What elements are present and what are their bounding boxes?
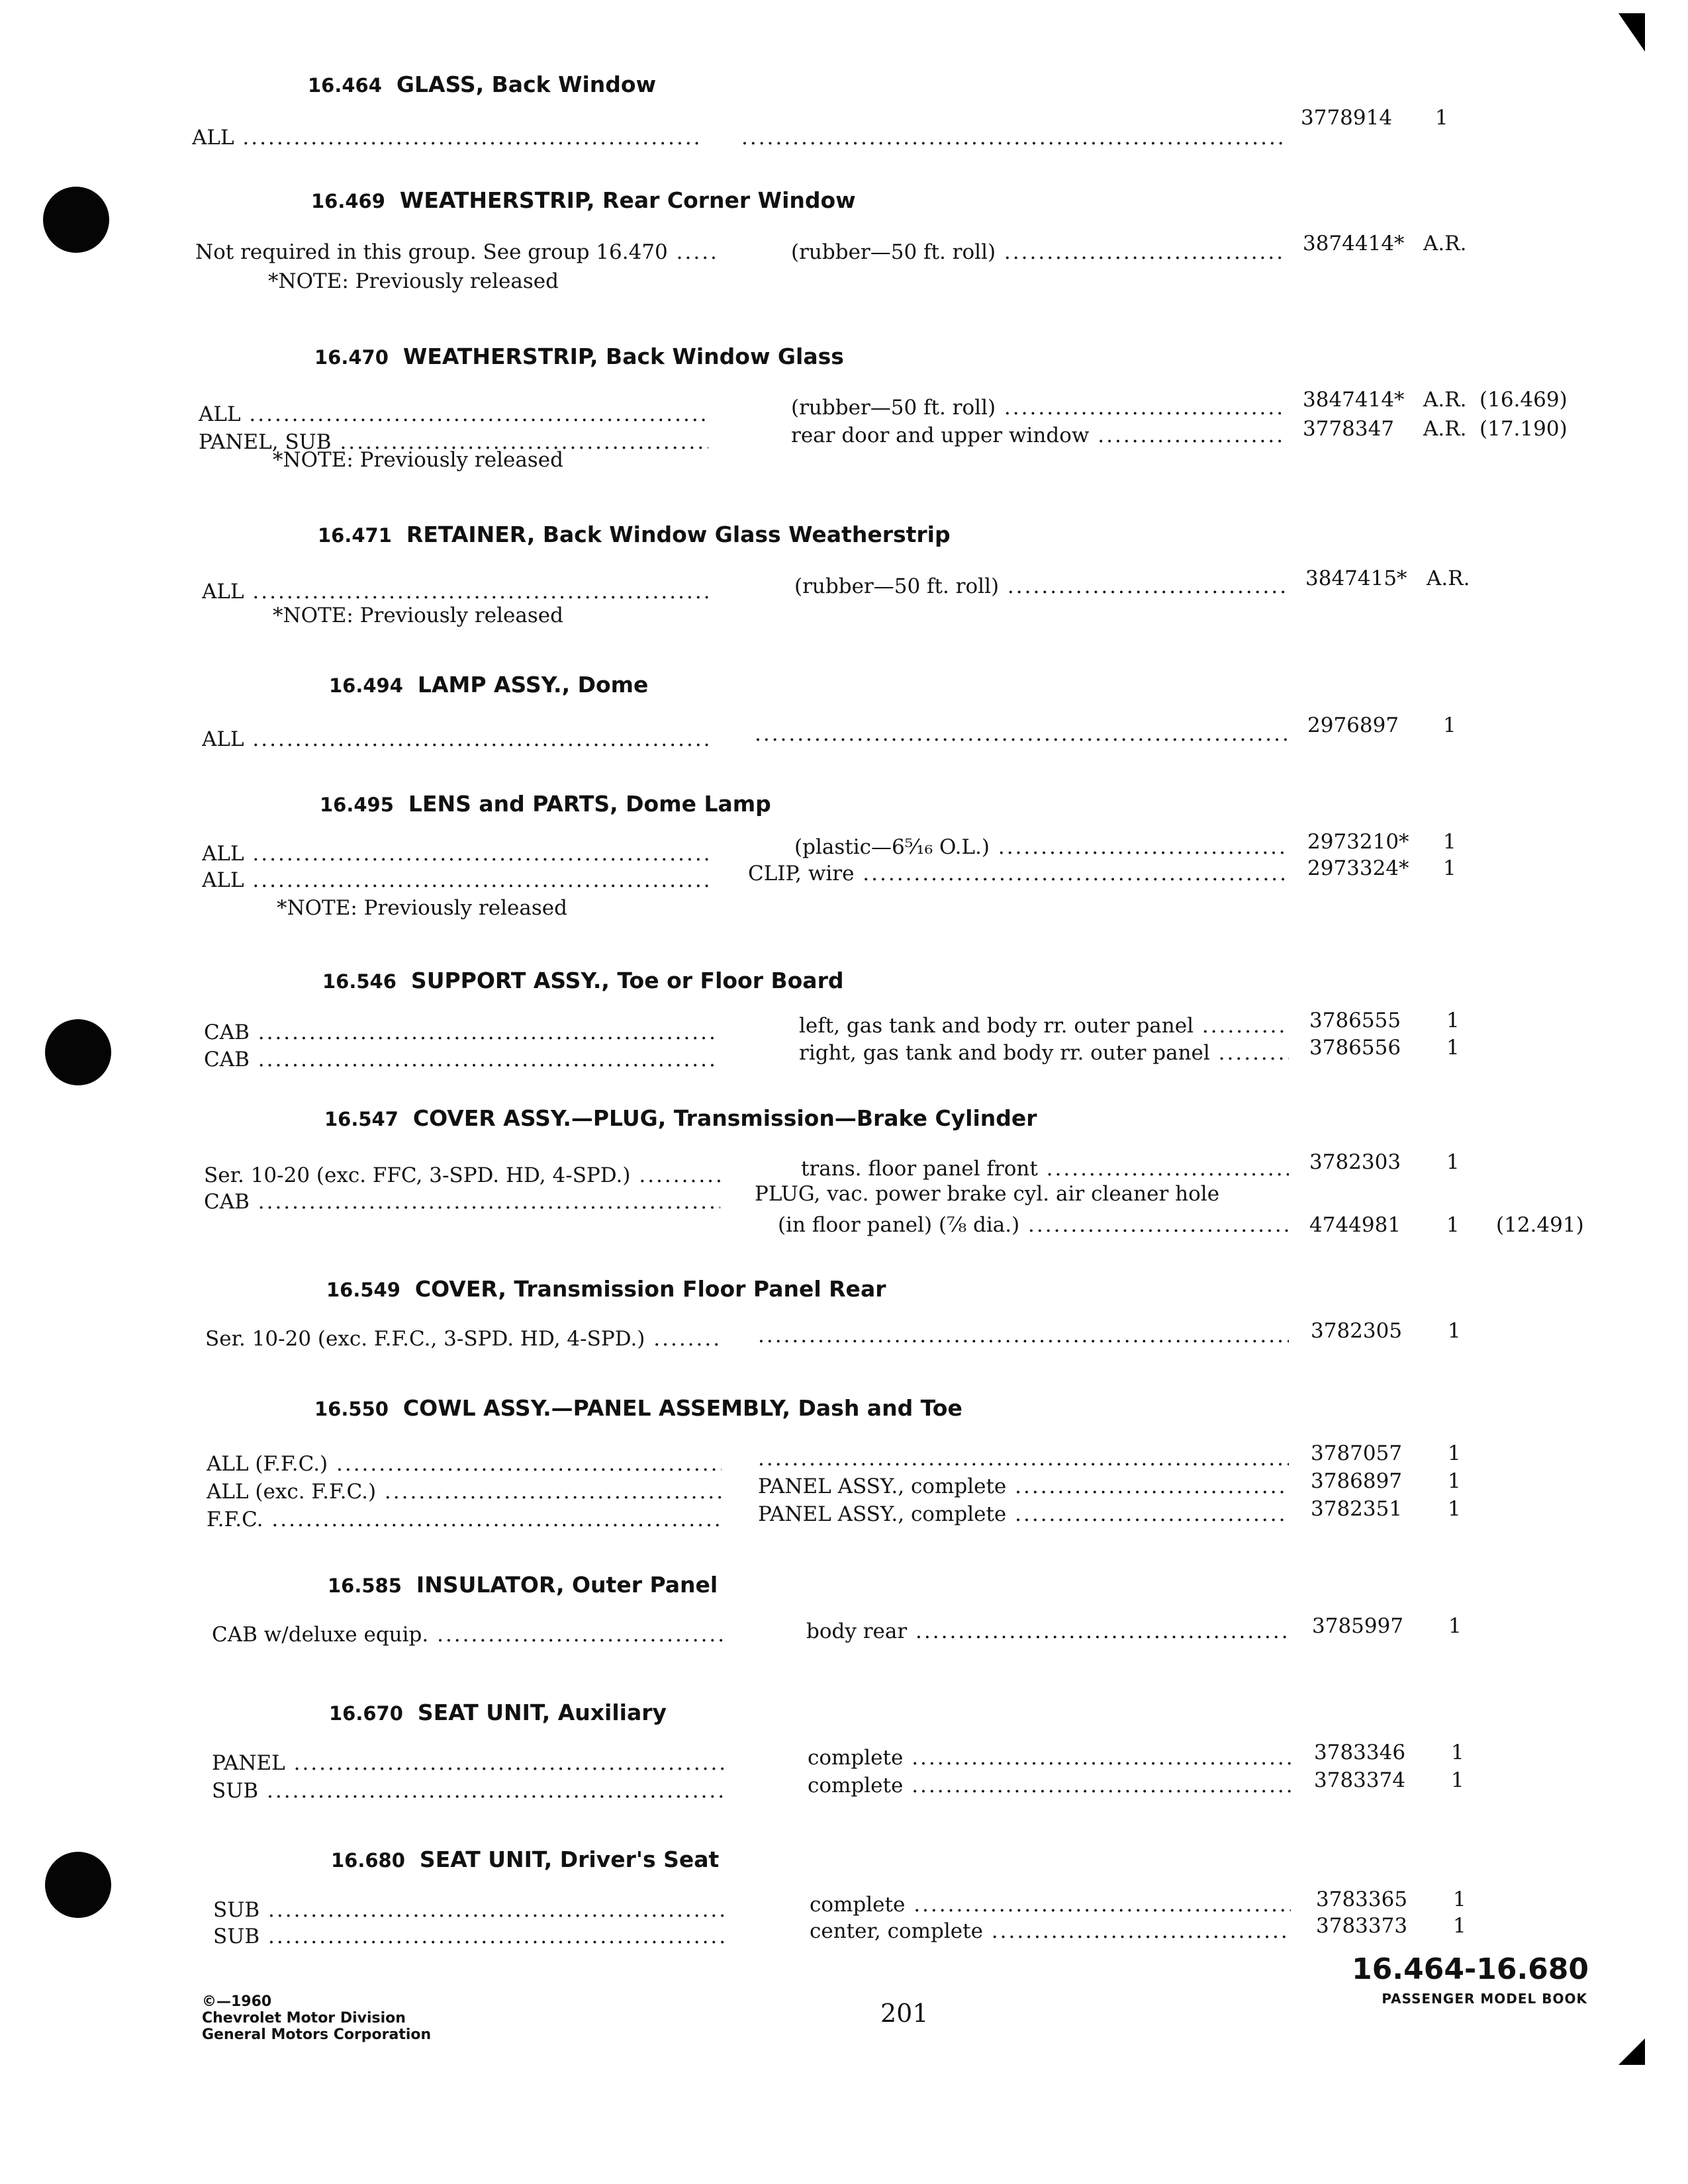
- description: (rubber—50 ft. roll) .....: [791, 240, 1284, 264]
- section-heading: [314, 1395, 962, 1421]
- leader-dots: [755, 722, 1288, 746]
- quantity: A.R.: [1423, 417, 1467, 441]
- group-title: SEAT UNIT, Driver's Seat: [419, 1846, 720, 1872]
- application: CAB w/deluxe equip. .....: [212, 1623, 725, 1647]
- leader-dots: [758, 1324, 1289, 1347]
- quantity: 1: [1446, 1150, 1460, 1174]
- part-number: 3874414*: [1303, 232, 1405, 255]
- description: (in floor panel) (⅞ dia.) .....: [778, 1213, 1289, 1237]
- parts-row: [0, 232, 1688, 267]
- group-number: 16.550: [314, 1398, 389, 1420]
- group-title: INSULATOR, Outer Panel: [416, 1572, 718, 1598]
- section-heading: [329, 672, 648, 698]
- application: ALL .....: [202, 842, 712, 866]
- description: (rubber—50 ft. roll) .....: [794, 574, 1288, 598]
- description: CLIP, wire .....: [748, 862, 1288, 886]
- quantity: 1: [1446, 1213, 1460, 1237]
- group-title: COWL ASSY.—PANEL ASSEMBLY, Dash and Toe: [402, 1395, 962, 1421]
- group-number: 16.549: [326, 1279, 400, 1301]
- group-number: 16.471: [318, 524, 392, 547]
- corner-mark-top-right: [1618, 13, 1648, 53]
- part-number: 3785997: [1312, 1614, 1404, 1638]
- group-title: SEAT UNIT, Auxiliary: [417, 1700, 667, 1725]
- group-range: 16.464-16.680: [1352, 1952, 1589, 1986]
- group-number: 16.547: [324, 1108, 399, 1130]
- corporation-name: General Motors Corporation: [202, 2026, 432, 2043]
- application: ALL .....: [202, 580, 712, 604]
- group-number: 16.585: [328, 1574, 402, 1597]
- quantity: 1: [1451, 1768, 1464, 1792]
- parts-row: [0, 1009, 1688, 1044]
- part-number: 2973324*: [1307, 856, 1409, 880]
- description: left, gas tank and body rr. outer panel .....: [799, 1014, 1289, 1038]
- group-number: 16.464: [308, 74, 382, 97]
- group-title: RETAINER, Back Window Glass Weatherstrip: [406, 522, 951, 547]
- section-heading: [329, 1700, 667, 1725]
- parts-row: [0, 106, 1688, 152]
- quantity: 1: [1448, 1319, 1461, 1343]
- page-number: 201: [880, 1999, 929, 2028]
- application: SUB .....: [213, 1925, 725, 1948]
- parts-row: [0, 1319, 1688, 1351]
- description: (plastic—6⁵⁄₁₆ O.L.) .....: [794, 835, 1288, 859]
- parts-row: [0, 1469, 1688, 1504]
- application: PANEL .....: [212, 1751, 725, 1775]
- quantity: 1: [1443, 856, 1456, 880]
- group-title: LENS and PARTS, Dome Lamp: [408, 791, 771, 817]
- section-heading: [311, 187, 856, 213]
- group-number: 16.680: [331, 1849, 405, 1872]
- description: complete .....: [808, 1746, 1291, 1770]
- application: ALL .....: [202, 727, 712, 751]
- parts-row: [0, 1150, 1688, 1187]
- quantity: 1: [1435, 106, 1448, 130]
- description: trans. floor panel front .....: [801, 1157, 1289, 1181]
- section-heading: [318, 522, 951, 547]
- part-number: 3778914: [1301, 106, 1393, 130]
- section-heading: [314, 343, 844, 369]
- description: PANEL ASSY., complete .....: [758, 1475, 1289, 1498]
- application: CAB .....: [204, 1190, 720, 1214]
- group-title: WEATHERSTRIP, Rear Corner Window: [399, 187, 856, 213]
- section-heading: [308, 71, 656, 97]
- part-number: 3786556: [1309, 1036, 1401, 1060]
- reference-group: (17.190): [1479, 417, 1568, 441]
- application: ALL .....: [192, 126, 702, 150]
- parts-row: [0, 856, 1688, 892]
- parts-row: [0, 713, 1688, 751]
- section-heading: [322, 968, 843, 993]
- quantity: 1: [1453, 1888, 1466, 1911]
- note: *NOTE: Previously released: [273, 604, 563, 627]
- section-heading: [328, 1572, 718, 1598]
- quantity: 1: [1446, 1036, 1460, 1060]
- copyright-block: [202, 1993, 431, 2043]
- application: PANEL, SUB .....: [199, 430, 708, 454]
- group-title: LAMP ASSY., Dome: [417, 672, 649, 698]
- copyright: ©—1960: [202, 1993, 272, 2010]
- part-number: 3783365: [1316, 1888, 1408, 1911]
- company-name: Chevrolet Motor Division: [202, 2010, 406, 2026]
- group-number: 16.495: [320, 794, 394, 816]
- parts-row: [0, 1036, 1688, 1071]
- leader-dots: [741, 126, 1284, 150]
- part-number: 3783374: [1314, 1768, 1406, 1792]
- description: rear door and upper window .....: [791, 424, 1284, 447]
- part-number: 3782305: [1311, 1319, 1403, 1343]
- application: F.F.C. .....: [207, 1508, 722, 1531]
- corner-mark-bottom-right: [1618, 2038, 1648, 2068]
- parts-row: [0, 1441, 1688, 1476]
- quantity: 1: [1448, 1497, 1461, 1521]
- quantity: 1: [1443, 713, 1456, 737]
- description: complete .....: [808, 1774, 1291, 1797]
- quantity: 1: [1448, 1614, 1462, 1638]
- parts-row: [0, 1497, 1688, 1531]
- parts-row: [0, 1914, 1688, 1948]
- parts-row: [0, 417, 1688, 454]
- description: PANEL ASSY., complete .....: [758, 1502, 1289, 1526]
- section-heading: [320, 791, 771, 817]
- note: *NOTE: Previously released: [277, 896, 567, 920]
- group-title: SUPPORT ASSY., Toe or Floor Board: [410, 968, 844, 993]
- part-number: 3782351: [1311, 1497, 1403, 1521]
- group-number: 16.470: [314, 346, 389, 369]
- application: CAB .....: [204, 1021, 717, 1044]
- parts-row: [0, 1214, 1688, 1241]
- quantity: 1: [1453, 1914, 1466, 1938]
- parts-row: [0, 1182, 1688, 1214]
- group-number: 16.469: [311, 190, 385, 212]
- quantity: 1: [1448, 1441, 1461, 1465]
- quantity: 1: [1443, 830, 1456, 854]
- section-heading: [326, 1276, 886, 1302]
- quantity: 1: [1446, 1009, 1460, 1032]
- application: Ser. 10-20 (exc. F.F.C., 3-SPD. HD, 4-SPD.) .....: [205, 1327, 722, 1351]
- parts-row: [0, 1614, 1688, 1647]
- section-heading: [331, 1846, 719, 1872]
- part-number: 3782303: [1309, 1150, 1401, 1174]
- part-number: 3786897: [1311, 1469, 1403, 1493]
- part-number: 3847414*: [1303, 388, 1405, 412]
- parts-row: [0, 1768, 1688, 1803]
- group-title: COVER, Transmission Floor Panel Rear: [414, 1276, 886, 1302]
- part-number: 3786555: [1309, 1009, 1401, 1032]
- section-heading: [324, 1105, 1037, 1131]
- group-title: GLASS, Back Window: [396, 71, 657, 97]
- note: *NOTE: Previously released: [268, 269, 559, 293]
- description: center, complete .....: [810, 1919, 1291, 1943]
- parts-row: [0, 1888, 1688, 1922]
- application: SUB .....: [212, 1779, 725, 1803]
- group-number: 16.546: [322, 970, 397, 993]
- part-number: 4744981: [1309, 1213, 1401, 1237]
- quantity: A.R.: [1423, 232, 1467, 255]
- parts-row: [0, 1741, 1688, 1775]
- reference-group: (12.491): [1496, 1213, 1584, 1237]
- application: CAB .....: [204, 1048, 717, 1071]
- quantity: A.R.: [1427, 567, 1470, 590]
- description: body rear .....: [806, 1619, 1289, 1643]
- part-number: 3847415*: [1305, 567, 1407, 590]
- group-title: COVER ASSY.—PLUG, Transmission—Brake Cylinder: [412, 1105, 1037, 1131]
- application: Not required in this group. See group 16.470 .....: [195, 240, 715, 264]
- part-number: 3787057: [1311, 1441, 1403, 1465]
- part-number: 3783373: [1316, 1914, 1408, 1938]
- group-number: 16.670: [329, 1702, 403, 1725]
- application: ALL .....: [202, 868, 712, 892]
- application: ALL .....: [199, 402, 708, 426]
- part-number: 2973210*: [1307, 830, 1409, 854]
- group-title: WEATHERSTRIP, Back Window Glass: [402, 343, 844, 369]
- quantity: 1: [1451, 1741, 1464, 1764]
- reference-group: (16.469): [1479, 388, 1568, 412]
- application: ALL (exc. F.F.C.) .....: [207, 1480, 722, 1504]
- group-number: 16.494: [329, 674, 403, 697]
- part-number: 3778347: [1303, 417, 1395, 441]
- part-number: 2976897: [1307, 713, 1399, 737]
- application: SUB .....: [213, 1898, 725, 1922]
- note: *NOTE: Previously released: [273, 448, 563, 472]
- part-number: 3783346: [1314, 1741, 1406, 1764]
- application: ALL (F.F.C.) .....: [207, 1452, 722, 1476]
- application: Ser. 10-20 (exc. FFC, 3-SPD. HD, 4-SPD.) .....: [204, 1163, 720, 1187]
- parts-row: [0, 830, 1688, 866]
- quantity: 1: [1448, 1469, 1461, 1493]
- quantity: A.R.: [1423, 388, 1467, 412]
- description: complete .....: [810, 1893, 1291, 1917]
- leader-dots: [758, 1447, 1289, 1471]
- parts-row: [0, 567, 1688, 604]
- description: right, gas tank and body rr. outer panel .....: [799, 1041, 1289, 1065]
- description: (rubber—50 ft. roll) .....: [791, 396, 1284, 420]
- book-title: PASSENGER MODEL BOOK: [1382, 1991, 1587, 2007]
- description: PLUG, vac. power brake cyl. air cleaner hole: [755, 1182, 1220, 1206]
